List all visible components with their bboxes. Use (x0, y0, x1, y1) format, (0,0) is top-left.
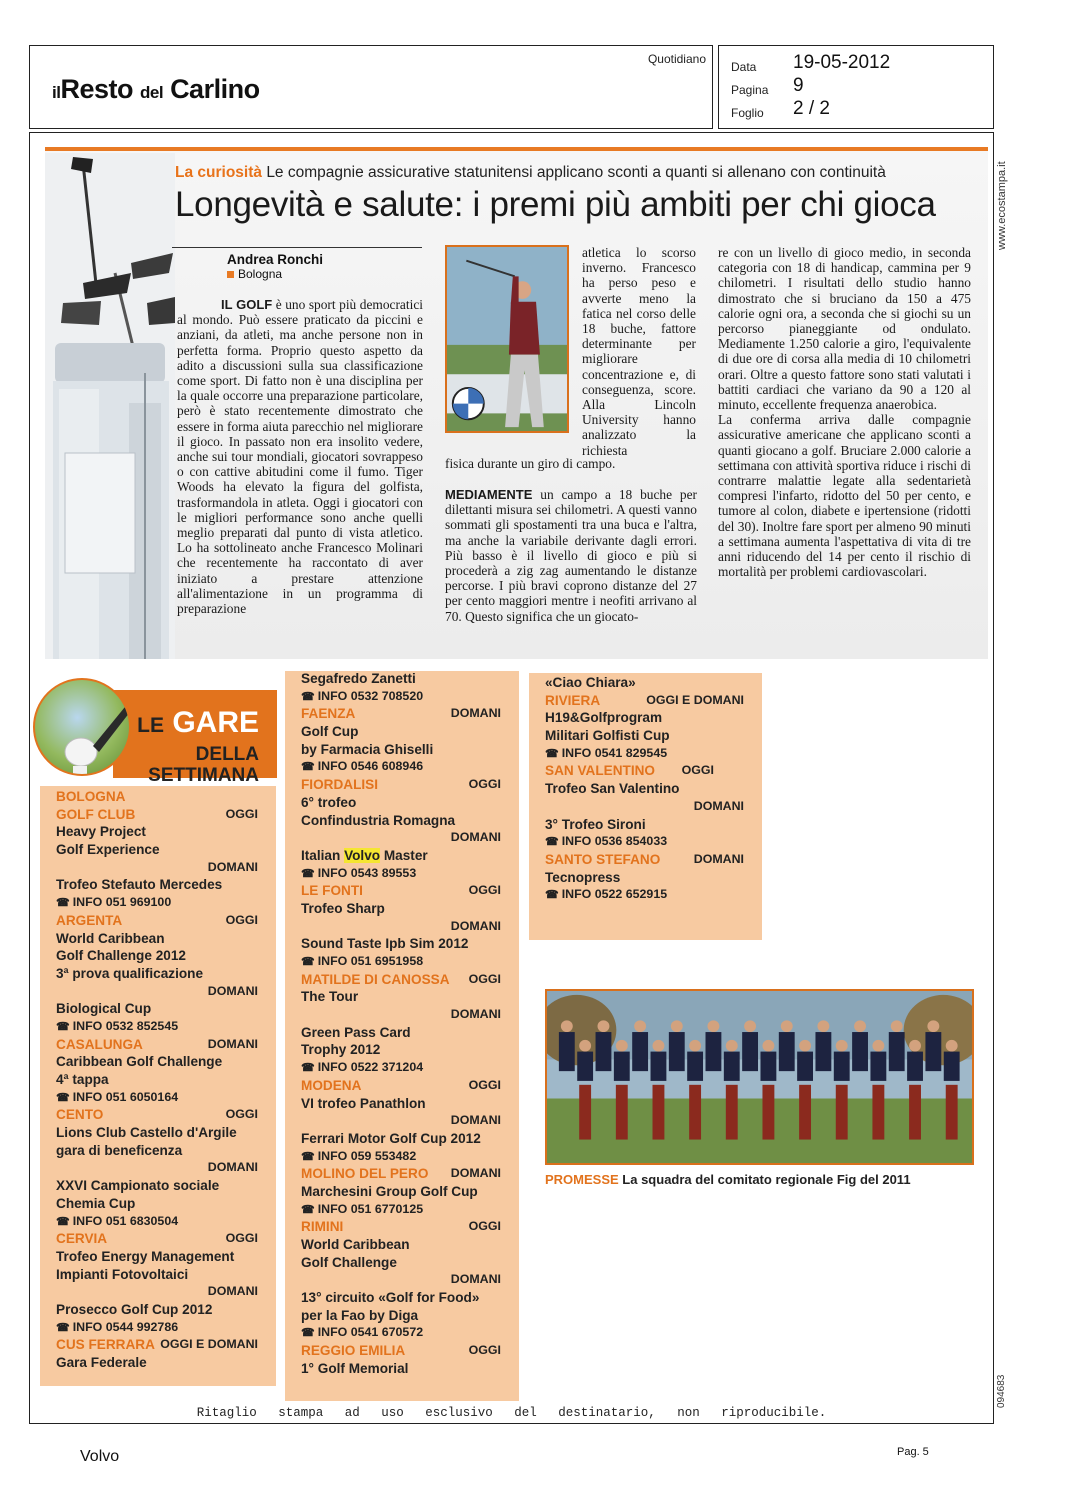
event-name: Golf Experience (56, 842, 160, 858)
event-name: Green Pass Card (301, 1024, 411, 1040)
golf-bag (653, 1085, 665, 1140)
event-venue (301, 1219, 501, 1237)
side-url: www.ecostampa.it (996, 161, 1008, 250)
article-column-2c: MEDIAMENTE un campo a 18 buche per dilettanti misura sei chilometri. A questi vanno sommati gli spostamenti tra una buca e l'altra, ma anche la variabile derivante dagli errori. Più basso è il livello di gioco e più si procederà a zig zag aumentando le distanze percorse. I più bravi coprono distanze del 27 per cento maggiori mentre i neofiti arrivano al 70. Questo significa che un giocato- (445, 487, 697, 624)
event-info-phone: ☎ INFO 0541 829545 (545, 746, 744, 764)
person-body (925, 1032, 941, 1071)
event-day: OGGI (468, 971, 501, 986)
person-body (870, 1052, 886, 1081)
event-name: Trofeo San Valentino (545, 781, 680, 797)
person-body (724, 1052, 740, 1081)
golf-bag (579, 1085, 591, 1140)
event-venue-name: MATILDE DI CANOSSA (301, 971, 450, 987)
event-name: per la Fao by Diga (301, 1307, 419, 1323)
event-venue (545, 852, 744, 870)
golf-bag (909, 1085, 921, 1140)
event-info-phone: ☎ INFO 051 6770125 (301, 1202, 501, 1220)
event-venue-name: MODENA (301, 1077, 362, 1093)
golf-bag (689, 1085, 701, 1140)
event-day: OGGI (681, 763, 714, 778)
person-head (854, 1020, 866, 1032)
event-name: Lions Club Castello d'Argile (56, 1125, 237, 1141)
person-body (944, 1052, 960, 1081)
event-info-phone: ☎ INFO 0532 852545 (56, 1019, 258, 1037)
event-venue (301, 777, 501, 795)
event-info-phone: ☎ INFO 051 6951958 (301, 954, 501, 972)
event-day: DOMANI (693, 851, 744, 866)
event-info-phone: ☎ INFO 0522 652915 (545, 887, 744, 905)
person-head (891, 1020, 903, 1032)
events-column-3 (529, 673, 762, 940)
events-title: LE GARE (137, 706, 259, 739)
golf-bag (616, 1085, 628, 1140)
event-info-phone: ☎ INFO 051 969100 (56, 895, 258, 913)
event-day: OGGI E DOMANI (160, 1337, 258, 1352)
event-name: Trophy 2012 (301, 1042, 381, 1058)
person-body (559, 1032, 575, 1071)
event-name: Italian Volvo Master (301, 847, 428, 863)
page-footer-right: Pag. 5 (897, 1446, 929, 1458)
dateline-place: Bologna (172, 267, 422, 281)
event-venue-name: LE FONTI (301, 883, 363, 899)
event-name: Biological Cup (56, 1001, 152, 1017)
event-venue-name: REGGIO EMILIA (301, 1343, 406, 1359)
event-day: DOMANI (450, 1166, 501, 1181)
author: Andrea Ronchi (227, 252, 324, 267)
person-head (817, 1020, 829, 1032)
event-name: Ferrari Motor Golf Cup 2012 (301, 1130, 481, 1146)
golf-bag (799, 1085, 811, 1140)
event-venue (545, 763, 744, 781)
event-venue-name: CUS FERRARA (56, 1337, 155, 1353)
article-kicker: La curiosità Le compagnie assicurative statunitensi applicano sconti a quanti si allenano con continuità (175, 164, 886, 181)
person-head (927, 1020, 939, 1032)
event-venue-name: RIVIERA (545, 692, 601, 708)
person-body (632, 1032, 648, 1071)
event-day: OGGI (468, 777, 501, 792)
event-info-phone: ☎ INFO 0522 371204 (301, 1060, 501, 1078)
person-head (561, 1020, 573, 1032)
event-venue-name: CASALUNGA (56, 1036, 143, 1052)
event-day: DOMANI (207, 983, 258, 998)
event-venue-name: RIMINI (301, 1219, 344, 1235)
event-venue (301, 706, 501, 724)
event-name: 6° trofeo (301, 794, 357, 810)
event-name: Trofeo Energy Management (56, 1248, 235, 1264)
event-day: OGGI E DOMANI (646, 692, 744, 707)
event-name: Gara Federale (56, 1355, 147, 1370)
event-day: DOMANI (450, 1007, 501, 1022)
person-body (779, 1032, 795, 1071)
golf-bag (946, 1085, 958, 1140)
event-name: Tecnopress (545, 869, 621, 885)
event-venue (56, 913, 258, 931)
person-body (577, 1052, 593, 1081)
person-head (726, 1040, 738, 1052)
footnote: Ritaglio stampa ad uso esclusivo del destinatario, non riproducibile. (196, 1406, 827, 1420)
person-head (946, 1040, 958, 1052)
event-venue (301, 972, 501, 990)
event-venue-name: MOLINO DEL PERO (301, 1166, 429, 1182)
event-day: DOMANI (450, 706, 501, 721)
person-head (598, 1020, 610, 1032)
event-venue (56, 1231, 258, 1249)
event-venue (301, 1078, 501, 1096)
feature-article (45, 147, 988, 659)
event-day: DOMANI (450, 1113, 501, 1128)
accent-rule (45, 147, 988, 151)
article-column-3: re con un livello di gioco medio, in seconda categoria con 18 di handicap, cammina per 9 chilometri. I risultati dello studio hanno dimostrato che si bruciano da 150 a 475 calorie ogni ora, a seconda che si giochi su un percorso pianeggiante od ondulato. Mediamente 1.250 calorie a giro, l'equivalente di due ore di corsa alla media di 10 chilometri orari. Oltre a questo fattore sono stati valutati i battiti cardiaci che variano da 90 a 120 al minuto, eccellente frequenza anaerobica. La conferma arriva dalle compagnie assicurative americane che applicano sconti a quanti giocano a golf. Bruciare 2.000 calorie a settimana con attività sportiva riduce i rischi di contrarre malattie legate alla sedentarietà compresi l'infarto, ridotto del 50 per cento, e tumore al colon, diabete e ipertensione (ridotti del 30). Inoltre fare sport per almeno 90 minuti a settimana aumenta l'aspettativa di vita di tre anni riducendo del 14 per cento il rischio di mortalità per problemi cardiovascolari. (718, 245, 971, 580)
event-day: DOMANI (450, 918, 501, 933)
event-venue-name: CENTO (56, 1107, 104, 1123)
photo-caption: PROMESSE La squadra del comitato regionale Fig del 2011 (545, 1172, 911, 1187)
event-name: Golf Challenge 2012 (56, 948, 186, 964)
event-venue-name: BOLOGNA (56, 789, 126, 804)
event-venue (56, 1037, 258, 1055)
person-body (687, 1052, 703, 1081)
person-body (852, 1032, 868, 1071)
person-head (909, 1040, 921, 1052)
event-name: World Caribbean (301, 1237, 410, 1252)
event-venue-name: FIORDALISI (301, 777, 379, 793)
event-day: OGGI (225, 806, 258, 821)
person-head (671, 1020, 683, 1032)
event-name: Heavy Project (56, 824, 146, 840)
event-day: OGGI (225, 1107, 258, 1122)
team-photo (545, 989, 974, 1165)
event-day: OGGI (468, 1077, 501, 1092)
event-name: Caribbean Golf Challenge (56, 1054, 223, 1070)
events-banner (113, 690, 277, 786)
event-info-phone: ☎ INFO 0546 608946 (301, 759, 501, 777)
person-head (799, 1040, 811, 1052)
person-head (579, 1040, 591, 1052)
event-day: DOMANI (450, 830, 501, 845)
article-column-1: IL GOLF è uno sport più democratici al mondo. Può essere praticato da piccini e anziani, da atleti, ma anche persone non in perfetta forma. Proprio questo aspetto da adito a discussioni sulla sua classificazione come sport. Di fatto non è una disciplina per la quale occorre una preparazione particolare, però è stato recentemente dimostrato che essere in forma aiuta parecchio nel migliorare il gioco. In passato non era insolito vedere, anche sui tour mondiali, giocatori sovrappeso o con cattive abitudini come il fumo. Tiger Woods ha elevato la figura del golfista, trasformandola in atleta. Oggi i giocatori con le migliori performance sono anche quelli meglio preparati dal punto di vista atletico. Lo ha sottolineato anche Francesco Molinari che recentemente ha raccontato di aver iniziato a prestare attenzione all'alimentazione in un programma di preparazione (177, 297, 423, 617)
event-name: The Tour (301, 989, 359, 1005)
events-header (33, 676, 277, 786)
event-name: Chemia Cup (56, 1195, 136, 1211)
event-day: DOMANI (207, 1284, 258, 1299)
person-body (742, 1032, 758, 1071)
event-name: Prosecco Golf Cup 2012 (56, 1301, 213, 1317)
highlighted-term: Volvo (344, 847, 381, 863)
event-day: DOMANI (450, 1272, 501, 1287)
event-venue (56, 1337, 258, 1355)
event-venue-name: SAN VALENTINO (545, 763, 656, 779)
event-name: Trofeo Sharp (301, 900, 385, 916)
events-list-1 (56, 789, 258, 1373)
event-name: Golf Challenge (301, 1254, 397, 1270)
person-head (762, 1040, 774, 1052)
event-info-phone: ☎ INFO 0536 854033 (545, 834, 744, 852)
person-head (872, 1040, 884, 1052)
event-name: XXVI Campionato sociale (56, 1178, 220, 1194)
article-column-2a: atletica lo scorso inverno. Francesco ha perso peso e avverte meno la fatica nel corso delle 18 buche, fattore determinante per migliorare concentrazione e, di conseguenza, score. Alla Lincoln University hanno analizzato la richiesta (582, 245, 696, 458)
person-head (781, 1020, 793, 1032)
event-name: Confindustria Romagna (301, 812, 456, 828)
golf-bag (726, 1085, 738, 1140)
event-name: by Farmacia Ghiselli (301, 741, 434, 757)
golf-bag-image (45, 153, 175, 659)
person-body (669, 1032, 685, 1071)
event-day: OGGI (468, 1343, 501, 1358)
events-column-2 (285, 671, 519, 1401)
event-day: OGGI (468, 1219, 501, 1234)
event-name: 1° Golf Memorial (301, 1360, 409, 1376)
event-venue (545, 693, 744, 711)
masthead-box (29, 45, 713, 129)
event-name: H19&Golfprogram (545, 710, 663, 726)
golfer-photo (445, 245, 569, 433)
article-column-2b: fisica durante un giro di campo. (445, 456, 616, 471)
person-body (889, 1032, 905, 1071)
person-body (614, 1052, 630, 1081)
person-head (653, 1040, 665, 1052)
event-venue (56, 789, 258, 807)
event-info-phone: ☎ INFO 0541 670572 (301, 1325, 501, 1343)
person-body (815, 1032, 831, 1071)
person-head (707, 1020, 719, 1032)
event-day: DOMANI (693, 798, 744, 813)
person-head (744, 1020, 756, 1032)
event-venue (301, 1343, 501, 1361)
person-body (834, 1052, 850, 1081)
person-body (797, 1052, 813, 1081)
event-info-phone: ☎ INFO 0544 992786 (56, 1320, 258, 1338)
event-day: OGGI (225, 1231, 258, 1246)
event-info-phone: ☎ INFO 059 553482 (301, 1149, 501, 1167)
person-body (706, 1032, 722, 1071)
events-list-3 (545, 675, 744, 905)
event-name: World Caribbean (56, 930, 165, 946)
event-day: DOMANI (207, 1160, 258, 1175)
event-venue (56, 807, 258, 825)
newspaper-logo: ilResto del Carlino (52, 74, 260, 104)
event-info-phone: ☎ INFO 0543 89553 (301, 866, 501, 884)
events-subtitle: DELLA SETTIMANA (148, 744, 259, 786)
event-name: Sound Taste Ipb Sim 2012 (301, 936, 469, 952)
golf-bag (872, 1085, 884, 1140)
event-info-phone: ☎ INFO 0532 708520 (301, 689, 501, 707)
event-info-phone: ☎ INFO 051 6830504 (56, 1214, 258, 1232)
byline (172, 247, 422, 281)
golf-bag (836, 1085, 848, 1140)
person-body (760, 1052, 776, 1081)
event-day: DOMANI (207, 859, 258, 874)
meta-box: Data 19-05-2012 Pagina 9 Foglio 2 / 2 (718, 45, 994, 129)
golf-bag (762, 1085, 774, 1140)
event-venue-name: SANTO STEFANO (545, 851, 661, 867)
event-venue (56, 1107, 258, 1125)
event-name: 3° Trofeo Sironi (545, 816, 646, 832)
event-venue-name: FAENZA (301, 706, 356, 722)
event-name: Impianti Fotovoltaici (56, 1266, 189, 1282)
event-name: «Ciao Chiara» (545, 675, 636, 690)
event-name: VI trofeo Panathlon (301, 1095, 426, 1111)
person-head (616, 1040, 628, 1052)
event-name: 3ª prova qualificazione (56, 965, 204, 981)
events-column-1 (40, 786, 276, 1386)
article-headline: Longevità e salute: i premi più ambiti per chi gioca (175, 185, 936, 224)
event-name: 4ª tappa (56, 1072, 109, 1087)
event-venue (301, 883, 501, 901)
event-day: OGGI (468, 883, 501, 898)
person-body (907, 1052, 923, 1081)
person-body (596, 1032, 612, 1071)
golf-ball-image (33, 678, 131, 776)
person-head (836, 1040, 848, 1052)
event-name: Marchesini Group Golf Cup (301, 1183, 478, 1199)
event-day: DOMANI (207, 1036, 258, 1051)
event-name: Militari Golfisti Cup (545, 728, 670, 744)
event-name: Segafredo Zanetti (301, 671, 416, 686)
event-name: Golf Cup (301, 724, 359, 740)
events-list-2 (301, 671, 501, 1379)
person-body (651, 1052, 667, 1081)
page-footer-left: Volvo (80, 1448, 120, 1465)
person-head (634, 1020, 646, 1032)
event-name: gara di beneficenza (56, 1142, 183, 1158)
event-day: OGGI (225, 912, 258, 927)
event-name: 13° circuito «Golf for Food» (301, 1290, 480, 1306)
person-head (689, 1040, 701, 1052)
event-venue-name: CERVIA (56, 1231, 108, 1247)
event-venue-name: ARGENTA (56, 912, 123, 928)
publication-type: Quotidiano (647, 52, 706, 66)
side-code: 094683 (996, 1374, 1007, 1408)
event-info-phone: ☎ INFO 051 6050164 (56, 1090, 258, 1108)
event-name: Trofeo Stefauto Mercedes (56, 877, 223, 893)
event-venue (301, 1166, 501, 1184)
event-venue-name: GOLF CLUB (56, 806, 136, 822)
